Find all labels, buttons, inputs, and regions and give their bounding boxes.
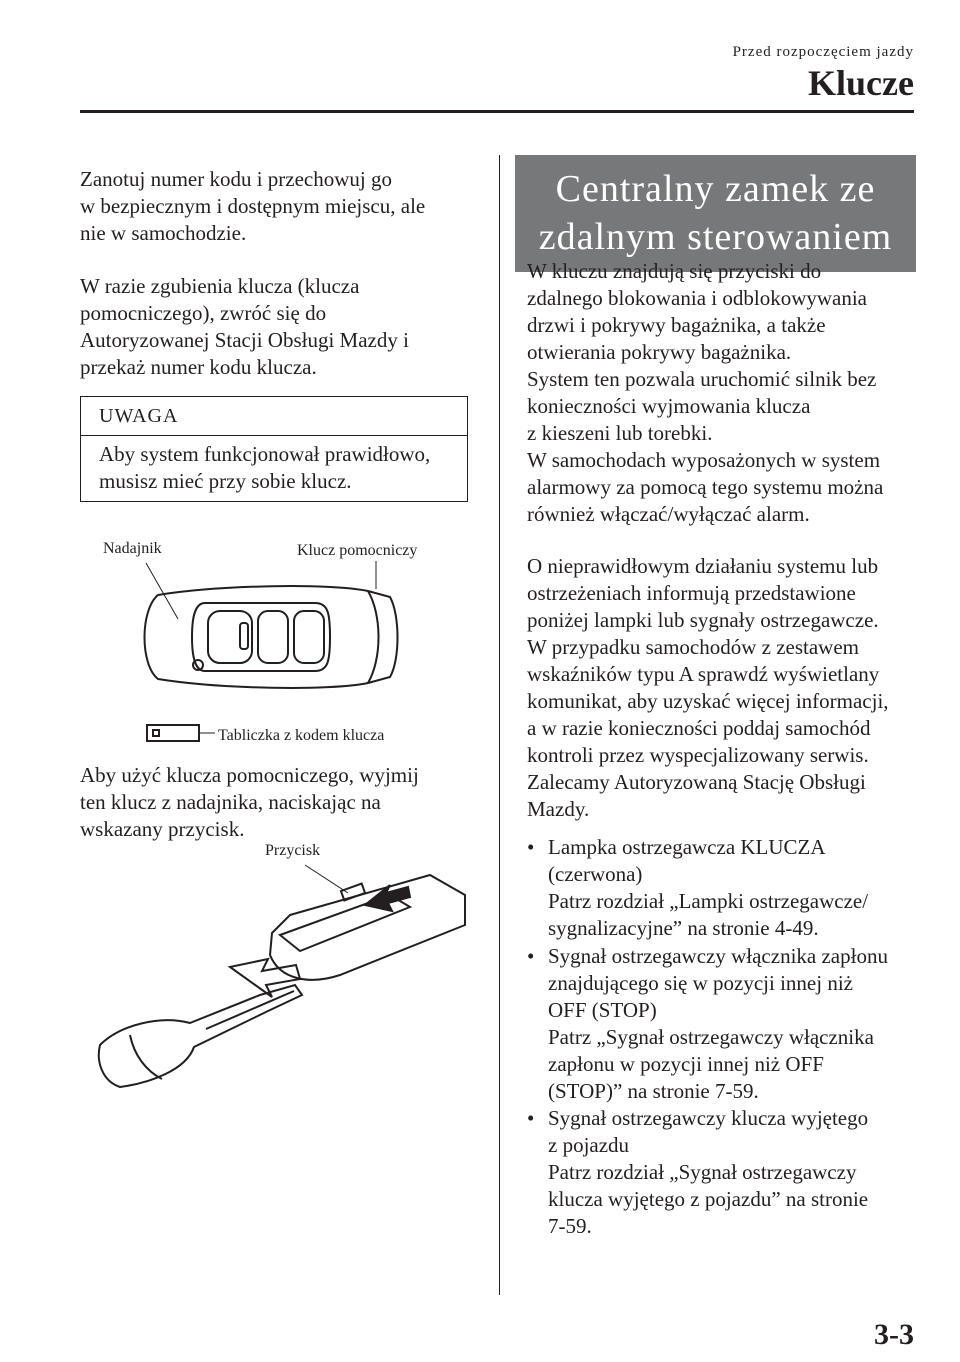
note-box (80, 396, 468, 502)
label-aux-key: Klucz pomocniczy (297, 542, 418, 559)
paragraph-code-storage: Zanotuj numer kodu i przechowuj go w bezpiecznym i dostępnym miejscu, ale nie w samochodzie. (80, 167, 426, 245)
bullet-marker: • (527, 835, 535, 859)
chapter-title: Klucze (808, 63, 914, 103)
paragraph-lost-key: W razie zgubienia klucza (klucza pomocniczego), zwróć się do Autoryzowanej Stacji Obsługi Mazdy i przekaż numer kodu klucza. (80, 274, 409, 379)
note-heading: UWAGA (99, 405, 179, 427)
list-item: Sygnał ostrzegawczy klucza wyjętego z pojazdu Patrz rozdział „Sygnał ostrzegawczy klucza wyjętego z pojazdu” na stronie 7-59. (548, 1106, 869, 1238)
list-item: Lampka ostrzegawcza KLUCZA (czerwona) Patrz rozdział „Lampki ostrzegawcze/ sygnalizacyjne” na stronie 4-49. (548, 835, 869, 940)
code-plate-icon (145, 722, 217, 746)
aux-key-removal-illustration (90, 855, 470, 1105)
note-divider (81, 435, 467, 436)
label-button: Przycisk (265, 842, 321, 859)
page-number: 3-3 (874, 1318, 914, 1351)
note-text: Aby system funkcjonował prawidłowo, musisz mieć przy sobie klucz. (99, 442, 431, 493)
bullet-marker: • (527, 1106, 535, 1130)
label-transmitter: Nadajnik (103, 540, 162, 557)
column-divider (499, 155, 500, 1295)
paragraph-aux-key-usage: Aby użyć klucza pomocniczego, wyjmij ten klucz z nadajnika, naciskając na wskazany przycisk. (80, 763, 419, 841)
section-title: Przed rozpoczęciem jazdy (732, 44, 914, 60)
header-rule (80, 110, 914, 113)
list-item: Sygnał ostrzegawczy włącznika zapłonu znajdującego się w pozycji innej niż OFF (STOP) Patrz „Sygnał ostrzegawczy włącznika zapłonu w pozycji innej niż OFF (STOP)” na stronie 7-59. (548, 944, 888, 1103)
label-code-plate: Tabliczka z kodem klucza (218, 727, 385, 744)
section-banner: Centralny zamek ze zdalnym sterowaniem (515, 155, 916, 272)
key-transmitter-illustration (100, 555, 440, 725)
bullet-marker: • (527, 944, 535, 968)
paragraph-system-description: W kluczu znajdują się przyciski do zdalnego blokowania i odblokowywania drzwi i pokrywy bagażnika, a także otwierania pokrywy bagażnika. System ten pozwala uruchomić silnik bez konieczności wyjmowania klucza z kieszeni lub torebki. W samochodach wyposażonych w system alarmowy za pomocą tego systemu można również włączać/wyłączać alarm. (527, 259, 884, 526)
paragraph-warnings-intro: O nieprawidłowym działaniu systemu lub ostrzeżeniach informują przedstawione poniżej lampki lub sygnały ostrzegawcze. W przypadku samochodów z zestawem wskaźników typu A sprawdź wyświetlany komunikat, aby uzyskać więcej informacji, a w razie konieczności poddaj samochód kontroli przez wyspecjalizowany serwis. Zalecamy Autoryzowaną Stację Obsługi Mazdy. (527, 554, 889, 821)
